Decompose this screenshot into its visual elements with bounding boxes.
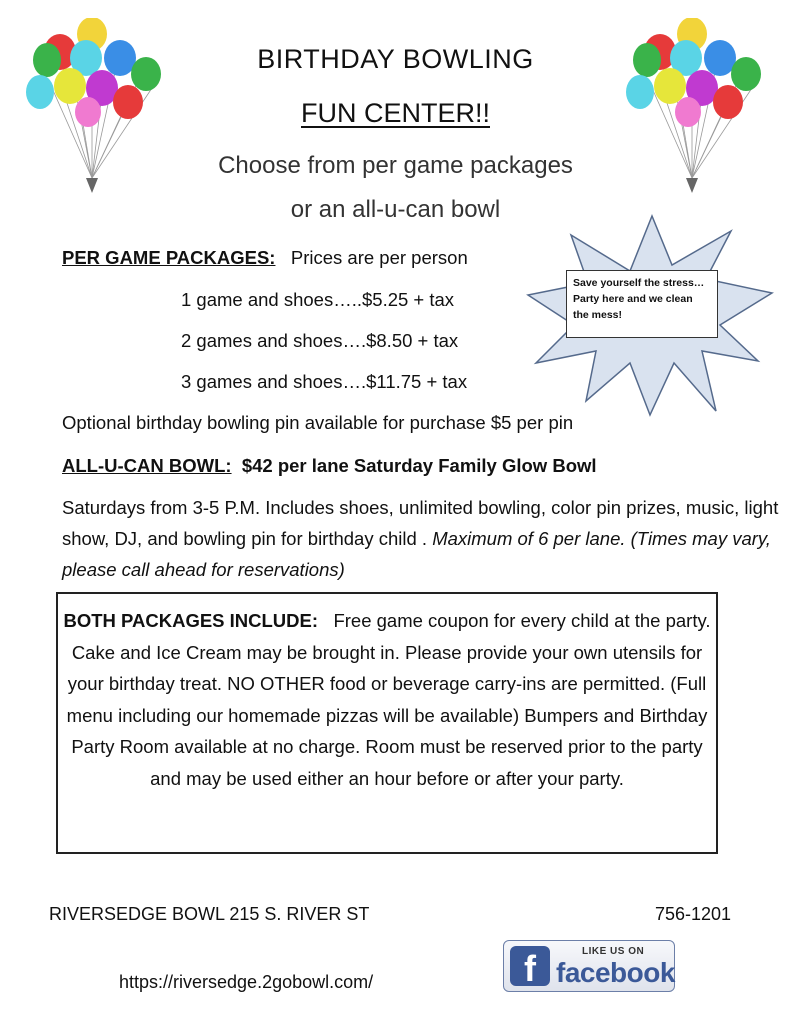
facebook-f-icon: f bbox=[510, 946, 550, 986]
per-game-note: Prices are per person bbox=[290, 247, 468, 268]
phone-number: 756-1201 bbox=[655, 904, 732, 924]
website-link[interactable]: https://riversedge.2gobowl.com/ bbox=[119, 972, 374, 992]
description-text: Saturdays from 3-5 P.M. Includes shoes, unlimited bowling, color pin prizes, music, light show, DJ, and bowling pin for birthday child . bbox=[62, 497, 779, 549]
description-note: Maximum of 6 per lane. (Times may vary, please call ahead for reservations) bbox=[62, 528, 771, 580]
subtitle-line2: or an all-u-can bowl bbox=[290, 196, 501, 223]
all-u-can-price: $42 per lane Saturday Family Glow Bowl bbox=[241, 455, 597, 476]
facebook-wordmark: facebook bbox=[556, 957, 675, 988]
package-item: 1 game and shoes…..$5.25 + tax bbox=[181, 289, 455, 310]
package-item: 3 games and shoes….$11.75 + tax bbox=[181, 371, 468, 392]
per-game-heading: PER GAME PACKAGES: bbox=[62, 247, 276, 268]
both-packages-heading: BOTH PACKAGES INCLUDE: bbox=[63, 610, 319, 631]
page-title: BIRTHDAY BOWLING bbox=[257, 44, 534, 74]
both-packages-body: Free game coupon for every child at the party. Cake and Ice Cream may be brought in. Please provide your own utensils for your birthday treat. NO OTHER food or beverage carry-ins are permitted. (Full menu including our homemade pizzas will be available) Bumpers and Birthday Party Room available at no charge. Room must be reserved prior to the party and may be used either an hour before or after your party. bbox=[66, 610, 711, 789]
optional-pin-text: Optional birthday bowling pin available for purchase $5 per pin bbox=[62, 412, 574, 433]
per-game-section bbox=[62, 247, 468, 269]
package-item: 2 games and shoes….$8.50 + tax bbox=[181, 330, 459, 351]
like-us-text: LIKE US ON bbox=[582, 946, 645, 957]
all-u-can-description bbox=[62, 492, 782, 585]
facebook-badge[interactable] bbox=[503, 940, 675, 992]
both-packages-text bbox=[60, 605, 714, 794]
all-u-can-heading: ALL-U-CAN BOWL: bbox=[62, 455, 232, 476]
all-u-can-section bbox=[62, 455, 597, 477]
callout-text: Save yourself the stress…Party here and we clean the mess! bbox=[566, 270, 718, 338]
page-title-line2: FUN CENTER!! bbox=[301, 98, 490, 128]
subtitle-line1: Choose from per game packages bbox=[218, 152, 573, 179]
address-text: RIVERSEDGE BOWL 215 S. RIVER ST bbox=[49, 904, 370, 924]
